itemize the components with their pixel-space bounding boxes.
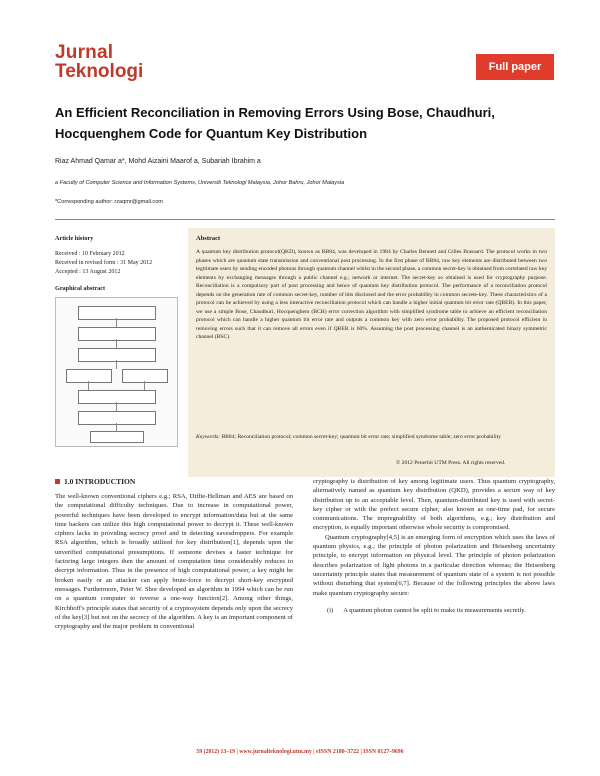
graphical-abstract-figure	[55, 297, 178, 447]
paper-title: An Efficient Reconciliation in Removing Errors Using Bose, Chaudhuri, Hocquenghem Code for Quantum Key Distribution	[55, 105, 495, 141]
article-history-heading: Article history	[55, 235, 94, 242]
author-affiliation: a Faculty of Computer Science and Information Systems, Universiti Teknologi Malaysia, Johor Bahru, Johor Malaysia	[55, 180, 345, 186]
abstract-heading: Abstract	[196, 235, 221, 242]
section-marker-icon	[55, 479, 60, 484]
paper-authors: Riaz Ahmad Qamar a*, Mohd Aizaini Maarof a, Subariah Ibrahim a	[55, 158, 261, 165]
full-paper-badge: Full paper	[476, 54, 554, 80]
list-text: A quantum photon cannot be split to make its measurements secretly.	[343, 606, 526, 614]
journal-logo-line2: Teknologi	[55, 61, 144, 82]
keywords-list: BB84; Reconciliation protocol; common secret-key; quantum bit error rate; simplified syndrome table; zero error probability	[221, 434, 502, 440]
received-date: Received : 10 February 2012	[55, 251, 125, 257]
left-column	[55, 492, 293, 631]
principle-list-item	[313, 606, 555, 615]
keywords-label: Keywords:	[196, 434, 221, 440]
revised-date: Received in revised form : 31 May 2012	[55, 260, 153, 266]
abstract-text: A quantum key distribution protocol(QKD), known as BB84, was developed in 1984 by Charles Bennett and Gilles Brassard. The protocol works in two phases which are quantum state transmission and conventional post processing. In the first phase of BB84, raw key elements are distributed between two legitimate users by sending encoded photons through quantum channel whilst in the second phase, a common secret-key is obtained from correlated raw key elements by exchanging messages through a public channel e.g.; network or internet. The secret-key so obtained is used for cryptography purpose. Reconciliation is a compulsory part of post processing and hence of quantum key distribution protocol. The performance of a reconciliation protocol depends on the generation rate of common secret-key, number of bits disclosed and the error probability in common secrete-key. These characteristics of a protocol can be achieved by using a less interactive reconciliation protocol which can handle a higher initial quantum bit error rate (QBER). In this paper, we use a simple Bose, Chaudhuri, Hocquenghem (BCH) error correction algorithm with simplified syndrome table to achieve an efficient reconciliation protocol which can handle a higher quantum bit error rate and outputs a common key with zero error probability. The proposed protocol efficient in removing errors such that it can remove all errors even if QBER is 60%. Assuming the post processing channel is an authenticated binary symmetric channel (BSC).	[196, 249, 547, 340]
page-footer: 59 (2012) 13–19 | www.jurnalteknologi.utm.my | eISSN 2180–3722 | ISSN 0127–9696	[196, 749, 404, 755]
corresponding-author: *Corresponding author: rzaqmr@gmail.com	[55, 199, 163, 205]
accepted-date: Accepted : 13 August 2012	[55, 269, 121, 275]
introduction-heading-text: 1.0 INTRODUCTION	[64, 477, 136, 486]
right-column	[313, 477, 555, 615]
intro-paragraph-3: Quantum cryptography[4,5] is an emerging form of encryption which uses the laws of quantum physics, e.g.; the principle of photon polarization and Heisenberg uncertainty principle, to encrypt information on physical level. The principle of photon polarization describes polarization of light photons in a particular direction whereas; the Heisenberg uncertainty principle states that measurement of quantum state of a system is not possible without disturbing that system[6,7]. Because of the following principles the above laws make quantum cryptography secure:	[313, 533, 555, 597]
copyright-notice: © 2012 Penerbit UTM Press. All rights reserved.	[396, 460, 506, 466]
graphical-abstract-heading: Graphical abstract	[55, 285, 106, 292]
list-number: (i)	[327, 606, 334, 614]
keywords	[196, 433, 547, 442]
intro-paragraph-2: cryptography is distribution of key among legitimate users. Thus quantum cryptography, alternatively named as quantum key distribution (QKD), provides a secure way of key distribution up to an acceptable level. Then, quantum-distributed key is used with secret-key cipher or with the prefect secure cipher, also known as one-time pad, for secure communications. The impregnability of both algorithms, e.g.; key distribution and encryption, is equally important otherwise whole security is compromised.	[313, 478, 555, 532]
journal-logo-line1: Jurnal	[55, 42, 114, 63]
header-divider	[55, 219, 555, 220]
introduction-heading	[55, 477, 135, 486]
intro-paragraph-1: The well-known conventional ciphers e.g.; RSA, Diffie-Hellman and AES are based on the computational difficulty techniques. Due to increase in computational power, powerful techniques have been developed to encrypt information/data but at the same time hackers can utilize this high computational power to decrypt it. These well-known ciphers lacks in providing secrecy proof and in detecting eavesdroppers. For example RSA algorithm, which is broadly utilized for key distribution[1], depends upon the unverified computational presumptions. If someone devises a faster technique for factoring large integers then the amount of computation time considerably reduces to decrypt information. Thus in the presence of high computational power, a key might be broken easily or an attacker can apply brute-force to decrypt short-key encrypted messages. Furthermore, Peter W. Shor developed an algorithm in 1994 which can be run on a quantum computer to reverse a one-way function[2]. Among other things, Kirchhoff's principle states that security of a cryptosystem depends only upon the secrecy of the key[3] but not on the secrecy of the algorithm. A key is an important component of cryptography and the major problem in conventional	[55, 493, 293, 631]
